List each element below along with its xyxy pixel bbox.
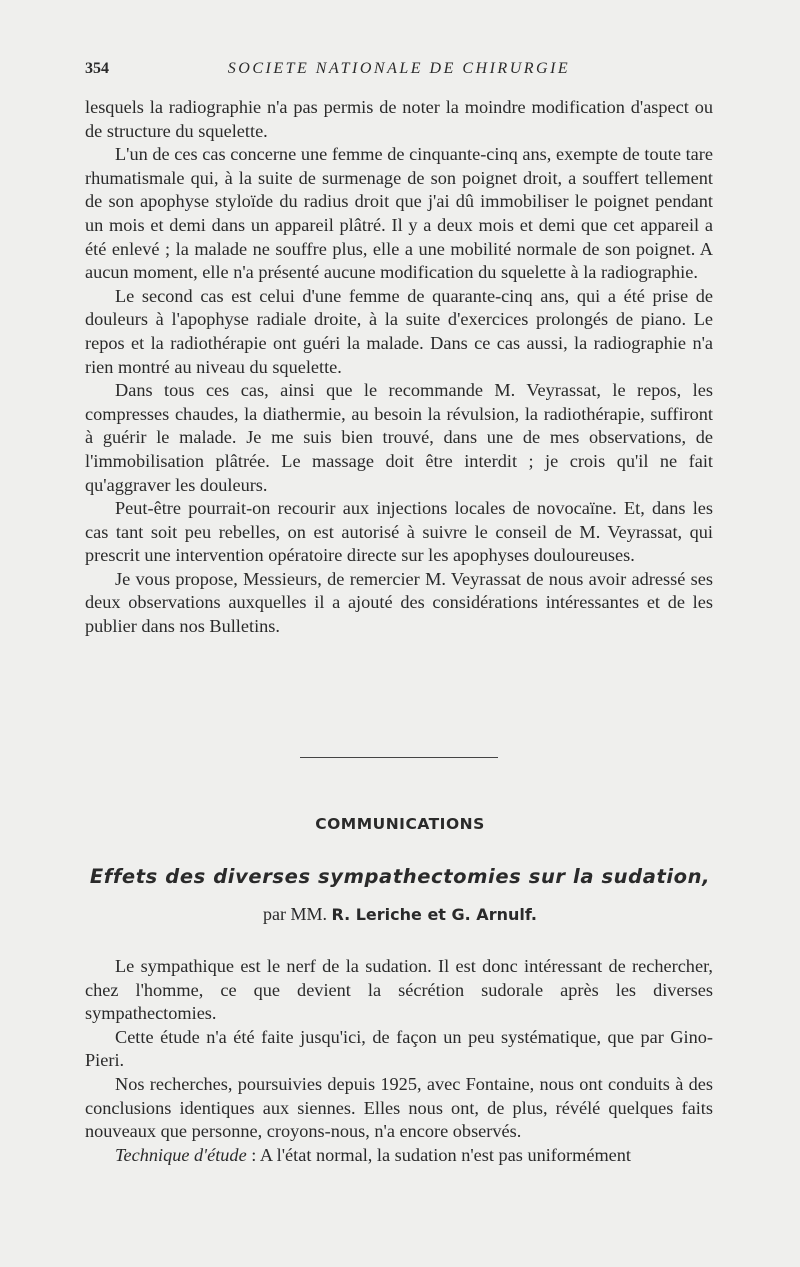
running-title: SOCIETE NATIONALE DE CHIRURGIE bbox=[227, 60, 571, 77]
report-text bbox=[85, 96, 713, 639]
section-heading: COMMUNICATIONS bbox=[315, 815, 485, 833]
paragraph: lesquels la radiographie n'a pas permis de noter la moindre modification d'aspect ou de structure du squelette. bbox=[85, 97, 713, 141]
section-divider bbox=[300, 757, 498, 758]
paragraph: Nos recherches, poursuivies depuis 1925, avec Fontaine, nous ont conduits à des conclusions identiques aux siennes. Elles nous ont, de plus, révélé quelques faits nouveaux que personne, croyons-nous, n'a encore observés. bbox=[85, 1073, 713, 1142]
article-byline bbox=[0, 904, 800, 925]
page-header bbox=[85, 60, 713, 84]
paragraph: Le sympathique est le nerf de la sudation. Il est donc intéressant de rechercher, chez l'homme, ce que devient la sécrétion sudorale après les diverses sympathectomies. bbox=[85, 956, 713, 1024]
subsection-label: Technique d'étude bbox=[115, 1144, 247, 1165]
paragraph: Peut-être pourrait-on recourir aux injections locales de novocaïne. Et, dans les cas tant soit peu rebelles, on est autorisé à suivre le conseil de M. Veyrassat, qui prescrit une intervention opératoire directe sur les apophyses douloureuses. bbox=[85, 498, 713, 566]
paragraph bbox=[85, 1144, 713, 1168]
paragraph-text: : A l'état normal, la sudation n'est pas uniformément bbox=[246, 1144, 632, 1165]
paragraph: Je vous propose, Messieurs, de remercier M. Veyrassat de nous avoir adressé ses deux observations auxquelles il a ajouté des considérations intéressantes et de les publier dans nos Bulletins. bbox=[85, 568, 713, 637]
byline-prefix: par MM. bbox=[262, 904, 327, 924]
paragraph: Cette étude n'a été faite jusqu'ici, de façon un peu systématique, que par Gino-Pieri. bbox=[85, 1026, 713, 1071]
byline-authors: R. Leriche et G. Arnulf. bbox=[331, 905, 538, 924]
paragraph: L'un de ces cas concerne une femme de cinquante-cinq ans, exempte de toute tare rhumatismale qui, à la suite de surmenage de son poignet droit, a souffert tellement de son apophyse styloïde du radius droit que j'ai dû immobiliser le poignet pendant un mois et demi dans un appareil plâtré. Il y a deux mois et demi que cet appareil a été enlevé ; la malade ne souffre plus, elle a une mobilité normale de son poignet. A aucun moment, elle n'a présenté aucune modification du squelette à la radiographie. bbox=[85, 144, 713, 283]
page-number: 354 bbox=[85, 60, 109, 77]
paragraph: Le second cas est celui d'une femme de quarante-cinq ans, qui a été prise de douleurs à l'apophyse radiale droite, à la suite d'exercices prolongés de piano. Le repos et la radiothérapie ont guéri la malade. Dans ce cas aussi, la radiographie n'a rien montré au niveau du squelette. bbox=[85, 285, 713, 377]
paragraph: Dans tous ces cas, ainsi que le recommande M. Veyrassat, le repos, les compresses chaudes, la diathermie, au besoin la révulsion, la radiothérapie, suffiront à guérir le malade. Je me suis bien trouvé, dans une de mes observations, de l'immobilisation plâtrée. Le massage doit être interdit ; je crois qu'il ne fait qu'aggraver les douleurs. bbox=[85, 380, 713, 495]
article-title: Effets des diverses sympathectomies sur la sudation, bbox=[89, 865, 711, 888]
article-text bbox=[85, 955, 713, 1167]
